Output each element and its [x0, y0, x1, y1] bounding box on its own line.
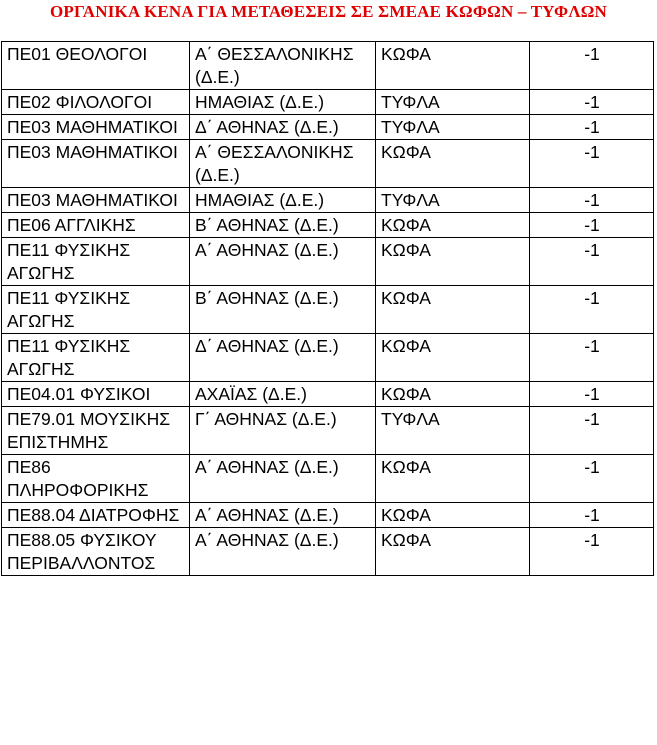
region-cell: ΑΧΑΪΑΣ (Δ.Ε.)	[190, 382, 376, 407]
region-cell: Δ΄ ΑΘΗΝΑΣ (Δ.Ε.)	[190, 334, 376, 382]
table-row	[2, 90, 654, 115]
region-cell: Α΄ ΑΘΗΝΑΣ (Δ.Ε.)	[190, 528, 376, 576]
school-type-cell: ΚΩΦΑ	[376, 334, 530, 382]
school-type-cell: ΚΩΦΑ	[376, 382, 530, 407]
table-row	[2, 140, 654, 188]
school-type-cell: ΤΥΦΛΑ	[376, 115, 530, 140]
region-cell: ΗΜΑΘΙΑΣ (Δ.Ε.)	[190, 90, 376, 115]
table-row	[2, 407, 654, 455]
count-cell: -1	[530, 140, 654, 188]
specialty-cell: ΠΕ11 ΦΥΣΙΚΗΣ ΑΓΩΓΗΣ	[2, 238, 190, 286]
specialty-cell: ΠΕ03 ΜΑΘΗΜΑΤΙΚΟΙ	[2, 115, 190, 140]
region-cell: ΗΜΑΘΙΑΣ (Δ.Ε.)	[190, 188, 376, 213]
school-type-cell: ΤΥΦΛΑ	[376, 90, 530, 115]
specialty-cell: ΠΕ02 ΦΙΛΟΛΟΓΟΙ	[2, 90, 190, 115]
school-type-cell: ΚΩΦΑ	[376, 238, 530, 286]
count-cell: -1	[530, 213, 654, 238]
region-cell: Γ΄ ΑΘΗΝΑΣ (Δ.Ε.)	[190, 407, 376, 455]
count-cell: -1	[530, 286, 654, 334]
count-cell: -1	[530, 503, 654, 528]
count-cell: -1	[530, 42, 654, 90]
region-cell: Β΄ ΑΘΗΝΑΣ (Δ.Ε.)	[190, 286, 376, 334]
specialty-cell: ΠΕ11 ΦΥΣΙΚΗΣ ΑΓΩΓΗΣ	[2, 286, 190, 334]
region-cell: Α΄ ΘΕΣΣΑΛΟΝΙΚΗΣ (Δ.Ε.)	[190, 140, 376, 188]
specialty-cell: ΠΕ88.04 ΔΙΑΤΡΟΦΗΣ	[2, 503, 190, 528]
table-row	[2, 503, 654, 528]
vacancies-table-body	[2, 42, 654, 576]
count-cell: -1	[530, 334, 654, 382]
region-cell: Α΄ ΑΘΗΝΑΣ (Δ.Ε.)	[190, 503, 376, 528]
table-row	[2, 188, 654, 213]
vacancies-table	[1, 41, 654, 576]
region-cell: Δ΄ ΑΘΗΝΑΣ (Δ.Ε.)	[190, 115, 376, 140]
school-type-cell: ΚΩΦΑ	[376, 503, 530, 528]
specialty-cell: ΠΕ06 ΑΓΓΛΙΚΗΣ	[2, 213, 190, 238]
specialty-cell: ΠΕ11 ΦΥΣΙΚΗΣ ΑΓΩΓΗΣ	[2, 334, 190, 382]
count-cell: -1	[530, 528, 654, 576]
table-row	[2, 455, 654, 503]
count-cell: -1	[530, 90, 654, 115]
school-type-cell: ΚΩΦΑ	[376, 455, 530, 503]
specialty-cell: ΠΕ86 ΠΛΗΡΟΦΟΡΙΚΗΣ	[2, 455, 190, 503]
table-row	[2, 42, 654, 90]
count-cell: -1	[530, 455, 654, 503]
count-cell: -1	[530, 188, 654, 213]
specialty-cell: ΠΕ01 ΘΕΟΛΟΓΟΙ	[2, 42, 190, 90]
region-cell: Α΄ ΑΘΗΝΑΣ (Δ.Ε.)	[190, 238, 376, 286]
table-row	[2, 115, 654, 140]
school-type-cell: ΚΩΦΑ	[376, 42, 530, 90]
school-type-cell: ΚΩΦΑ	[376, 140, 530, 188]
specialty-cell: ΠΕ03 ΜΑΘΗΜΑΤΙΚΟΙ	[2, 188, 190, 213]
count-cell: -1	[530, 238, 654, 286]
table-row	[2, 334, 654, 382]
region-cell: Α΄ ΑΘΗΝΑΣ (Δ.Ε.)	[190, 455, 376, 503]
school-type-cell: ΚΩΦΑ	[376, 213, 530, 238]
table-row	[2, 286, 654, 334]
count-cell: -1	[530, 382, 654, 407]
specialty-cell: ΠΕ88.05 ΦΥΣΙΚΟΥ ΠΕΡΙΒΑΛΛΟΝΤΟΣ	[2, 528, 190, 576]
specialty-cell: ΠΕ79.01 ΜΟΥΣΙΚΗΣ ΕΠΙΣΤΗΜΗΣ	[2, 407, 190, 455]
region-cell: Α΄ ΘΕΣΣΑΛΟΝΙΚΗΣ (Δ.Ε.)	[190, 42, 376, 90]
table-row	[2, 213, 654, 238]
school-type-cell: ΤΥΦΛΑ	[376, 407, 530, 455]
table-row	[2, 382, 654, 407]
specialty-cell: ΠΕ03 ΜΑΘΗΜΑΤΙΚΟΙ	[2, 140, 190, 188]
document-title: ΟΡΓΑΝΙΚΑ ΚΕΝΑ ΓΙΑ ΜΕΤΑΘΕΣΕΙΣ ΣΕ ΣΜΕΑΕ ΚΩΦΩΝ – ΤΥΦΛΩΝ	[49, 2, 607, 21]
region-cell: Β΄ ΑΘΗΝΑΣ (Δ.Ε.)	[190, 213, 376, 238]
school-type-cell: ΚΩΦΑ	[376, 286, 530, 334]
count-cell: -1	[530, 407, 654, 455]
school-type-cell: ΤΥΦΛΑ	[376, 188, 530, 213]
count-cell: -1	[530, 115, 654, 140]
table-row	[2, 528, 654, 576]
school-type-cell: ΚΩΦΑ	[376, 528, 530, 576]
specialty-cell: ΠΕ04.01 ΦΥΣΙΚΟΙ	[2, 382, 190, 407]
table-row	[2, 238, 654, 286]
